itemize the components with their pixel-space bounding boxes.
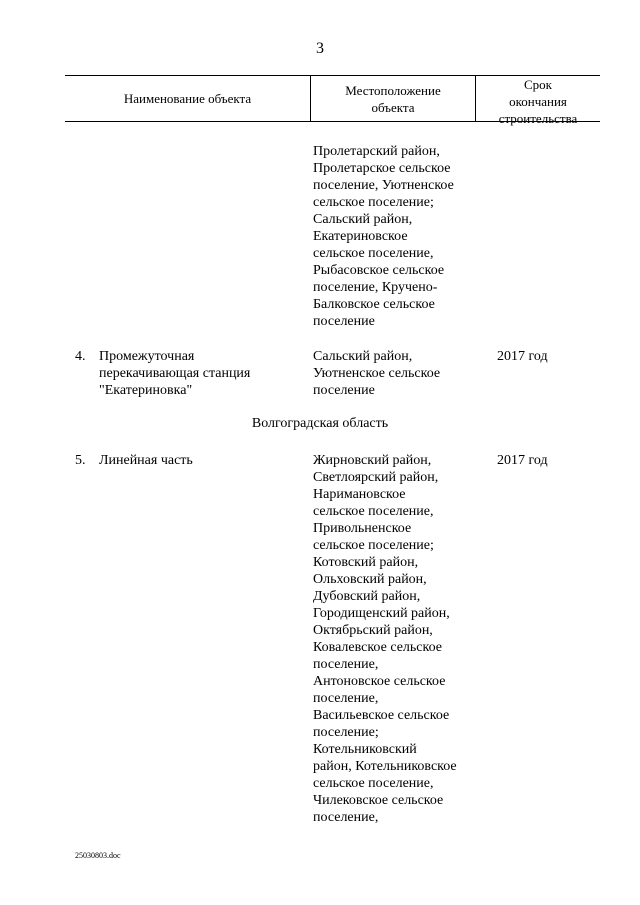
header-construction-term: Срок окончания строительства [498,77,578,126]
row-number: 4. [75,349,86,364]
object-location: Жирновский район, Светлоярский район, Наримановское сельское поселение, Привольненское сельское поселение; Котовский район, Ольховский район, Дубовский район, Городищенский район, Октябрьский район, Ковалевское сельское поселение, Антоновское сельское поселение, Васильевское сельское поселение; Котельниковский район, Котельниковское сельское поселение, Чилековское сельское поселение, [313,453,457,825]
object-location: Сальский район, Уютненское сельское поселение [313,349,441,398]
document-filename: 25030803.doc [75,851,121,860]
continued-location: Пролетарский район, Пролетарское сельское поселение, Уютненское сельское поселение; Сальский район, Екатериновское сельское поселение, Рыбасовское сельское поселение, Кручено- Балковское сельское поселение [313,144,454,329]
region-title: Волгоградская область [251,416,389,431]
page-number: 3 [316,40,324,57]
object-name: Линейная часть [99,453,193,468]
row-number: 5. [75,453,86,468]
header-object-location: Местоположение объекта [345,83,441,115]
construction-term: 2017 год [497,453,548,468]
header-object-name: Наименование объекта [123,91,252,106]
object-name: Промежуточная перекачивающая станция "Екатериновка" [99,349,251,398]
construction-term: 2017 год [497,349,548,364]
